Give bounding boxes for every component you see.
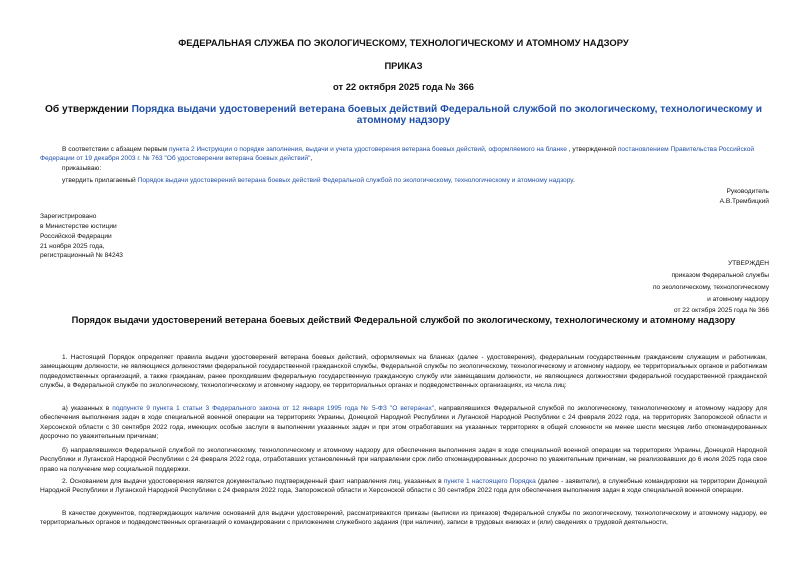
paragraph-2-text-2: (далее - заявители), в служебные командировки на территории Донецкой Народной Республики и Луганской Народной Республики с 24 февраля 2022 года, Запорожской области и Херсонской области с 30 сентября 2022 года для обеспечения выполнения задач в ходе специальной военной операции. (40, 478, 767, 495)
intro-text-2: , утвержденной (568, 146, 618, 153)
intro-text-1: В соответствии с абзацем первым (62, 146, 170, 153)
approved-line-4: и атомному надзору (707, 296, 769, 303)
title-prefix: Об утверждении (45, 104, 132, 115)
doc-date: от 22 октября 2025 года № 366 (333, 81, 474, 92)
paragraph-1: 1. Настоящий Порядок определяет правила выдачи удостоверений ветерана боевых действий, оформляемых на бланках (далее - удостоверения), федеральным государственным гражданским служащим и работникам, замещающим должности, не являющиеся должностями федеральной государственной гражданской службы, Федеральной службы по экологическому, технологическому и атомному надзору, ее территориальных органов и работникам подведомственных организаций, а также гражданам, ранее проходившим федеральную государственную гражданскую службу или замещавшим должности, не являющиеся должностями федеральной государственной гражданской службы, в Федеральной службе по экологическому, технологическому и атомному надзору, ее территориальных органах и подведомственных организациях, из числа лиц: (40, 354, 767, 389)
signature-position: Руководитель (726, 188, 769, 195)
paragraph-a-text-1: а) указанных в (62, 405, 113, 412)
paragraph-a-text-2: , направлявшихся Федеральной службой по экологическому, технологическому и атомному надзору для обеспечения выполнения задач в ходе специальной военной операции на территориях Украины, Донецкой Народной Республики и Луганской Народной Республики с 24 февраля 2022 года, на территориях Запорожской области и Херсонской области с 30 сентября 2022 года, имеющих особые заслуги в выполнении указанных задач и при этом отработавших на указанных территориях в общей сложности не менее шести месяцев либо откомандированных досрочно по уважительным причинам; (40, 405, 767, 440)
order-title: Порядок выдачи удостоверений ветерана боевых действий Федеральной службой по экологическому, технологическому и атомному надзору (71, 315, 736, 325)
intro-paragraph (40, 145, 768, 164)
approved-line-1: УТВЕРЖДЕН (727, 260, 769, 267)
registration-line-2: в Министерстве юстиции (40, 223, 117, 230)
paragraph-2-text-1: 2. Основанием для выдачи удостоверения является документально подтвержденный факт направления лиц, указанных в (62, 478, 444, 485)
doc-type: ПРИКАЗ (384, 60, 423, 71)
veterans-law-link[interactable]: подпункте 9 пункта 1 статьи 3 Федерального закона от 12 января 1995 года № 5-ФЗ "О ветеранах" (112, 405, 435, 412)
registration-line-3: Российской Федерации (40, 233, 112, 240)
order-word: приказываю: (62, 165, 102, 172)
intro-text-3: , (310, 155, 313, 163)
paragraph-3: В качестве документов, подтверждающих наличие оснований для выдачи удостоверений, рассматриваются приказы (выписки из приказов) Федеральной службы по экологическому, технологическому и атомному надзору, ее территориальных органов и подведомственных организаций о командировании с приложением служебного задания (при наличии), записи в трудовых книжках и (или) сведениях о трудовой деятельности, (40, 510, 767, 527)
instruction-link[interactable]: пункта 2 Инструкции о порядке заполнения, выдачи и учета удостоверения ветерана боевых действий, оформляемого на бланке (169, 146, 569, 153)
agency-name: ФЕДЕРАЛЬНАЯ СЛУЖБА ПО ЭКОЛОГИЧЕСКОМУ, ТЕХНОЛОГИЧЕСКОМУ И АТОМНОМУ НАДЗОРУ (178, 37, 629, 48)
registration-line-4: 21 ноября 2025 года, (40, 243, 105, 250)
paragraph-2 (40, 477, 767, 496)
procedure-link[interactable]: Порядок выдачи удостоверений ветерана боевых действий Федеральной службой по экологическому, технологическому и атомному надзору (137, 177, 573, 184)
paragraph-b: б) направлявшихся Федеральной службой по экологическому, технологическому и атомному надзору для обеспечения выполнения задач в ходе специальной военной операции на территориях Украины, Донецкой Народной Республики и Луганской Народной Республики с 24 февраля 2022 года, отработавших установленный при направлении срок либо откомандированных досрочно по уважительным причинам, не реализовавших до 6 июля 2025 года свое право на получение мер социальной поддержки. (40, 447, 767, 473)
registration-line-5: регистрационный № 84243 (40, 252, 123, 259)
approve-paragraph (62, 176, 782, 185)
approve-text-1: утвердить прилагаемый (62, 177, 138, 184)
point-1-link[interactable]: пункте 1 настоящего Порядка (443, 478, 536, 485)
signature-name: А.В.Трембицкий (719, 198, 769, 205)
registration-line-1: Зарегистрировано (40, 213, 97, 220)
approved-line-2: приказом Федеральной службы (671, 272, 769, 279)
decree-link[interactable]: постановлением Правительства Российской Федерации от 19 декабря 2003 г. № 763 "Об удостоверении ветерана боевых действий" (40, 146, 755, 163)
paragraph-a (40, 404, 767, 441)
approve-text-2: . (572, 177, 575, 184)
document-title (20, 104, 787, 126)
approved-line-5: от 22 октября 2025 года № 366 (673, 307, 769, 314)
title-link[interactable]: Порядка выдачи удостоверений ветерана боевых действий Федеральной службой по экологическому, технологическому и атомному надзору (131, 104, 762, 126)
approved-line-3: по экологическому, технологическому (652, 284, 769, 291)
